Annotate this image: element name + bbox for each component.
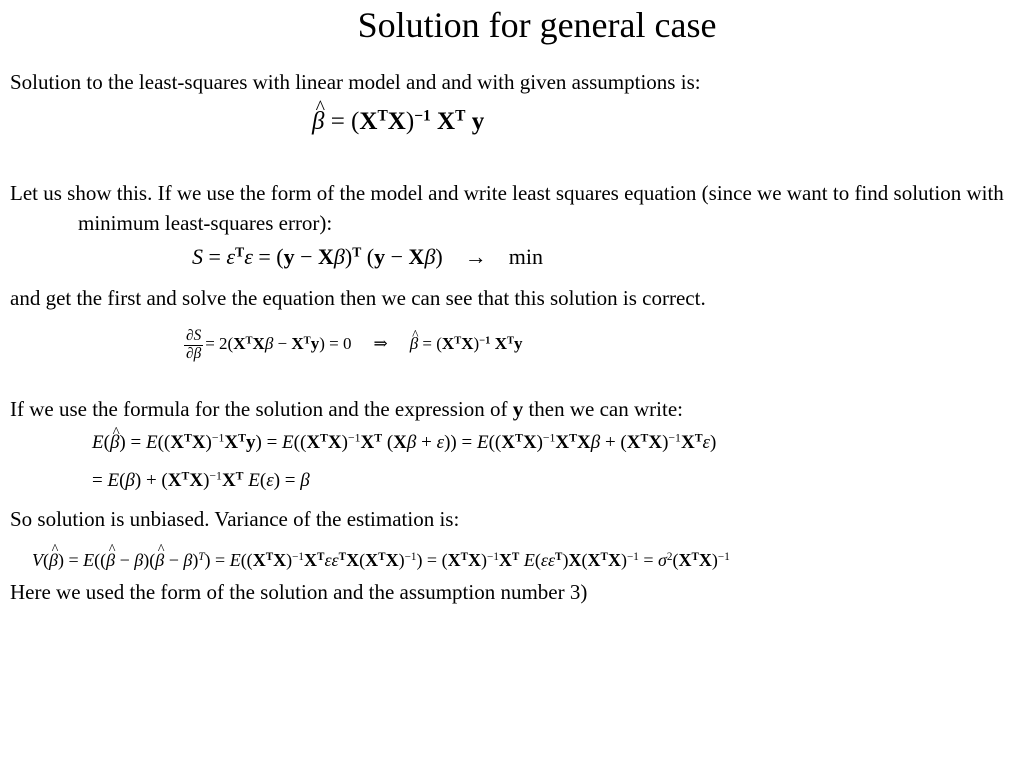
paragraph-expectation: If we use the formula for the solution and the expression of y then we can write: — [10, 397, 683, 421]
min-label: min — [508, 244, 543, 269]
paragraph-unbiased: So solution is unbiased. Variance of the estimation is: — [10, 507, 460, 531]
paragraph-first-derivative: and get the first and solve the equation then we can see that this solution is correct. — [10, 286, 706, 310]
paragraph-assumption-note: Here we used the form of the solution and the assumption number 3) — [10, 580, 588, 604]
paragraph-solution-intro: Solution to the least-squares with linear model and and with given assumptions is: — [10, 70, 701, 94]
slide-title: Solution for general case — [357, 5, 717, 45]
paragraph-show-this: Let us show this. If we use the form of the model and write least squares equation (since we want to find solution with minimum least-squares error): — [10, 181, 1004, 235]
equation-variance: V(^ β) = E((^ β − β)(^ $\beta - \beta)^T) = E((X^TX)^{-1}X^T\varepsilon\varepsilon^TX(X^TX)^{-1}) = (X^TX)^{-1}X^T$ $E(\varepsilon\varepsilon^T)X(X^TX)^{-1} = \sigma^2(X^TX)^{-1}$ — [32, 550, 730, 571]
equation-derivative: $\frac{\partial S}{\partial\beta}$ = $2(X^TX\beta - X^Ty) = 0$ ⇒^ $\beta = (X^TX)^{-1}$ $X^Ty$ — [184, 328, 523, 363]
equation-expectation-line2: = $E(\beta) + (X^TX)^{-1}X^T$ E(ε) = β — [92, 469, 310, 491]
bold-y: y — [512, 397, 524, 421]
equation-beta-hat: ^ $\beta = (X^TX)^{-1}$ $X^T$ y — [312, 108, 484, 136]
zero-value: 0 — [342, 334, 352, 354]
equation-expectation-line1: E(^ $\beta) = E((X^TX)^{-1}X^Ty) = E((X^TX)^{-1}X^T$ $(X\beta + \varepsilon)) = E((X^TX)^{-1}X^TX\beta + (X^TX)^{-1}X^T\varepsilon)$ — [92, 432, 716, 454]
equation-least-squares-sum: $S = \varepsilon^T\varepsilon = (y - X\beta)^T$ (y − Xβ) → min — [192, 244, 543, 269]
